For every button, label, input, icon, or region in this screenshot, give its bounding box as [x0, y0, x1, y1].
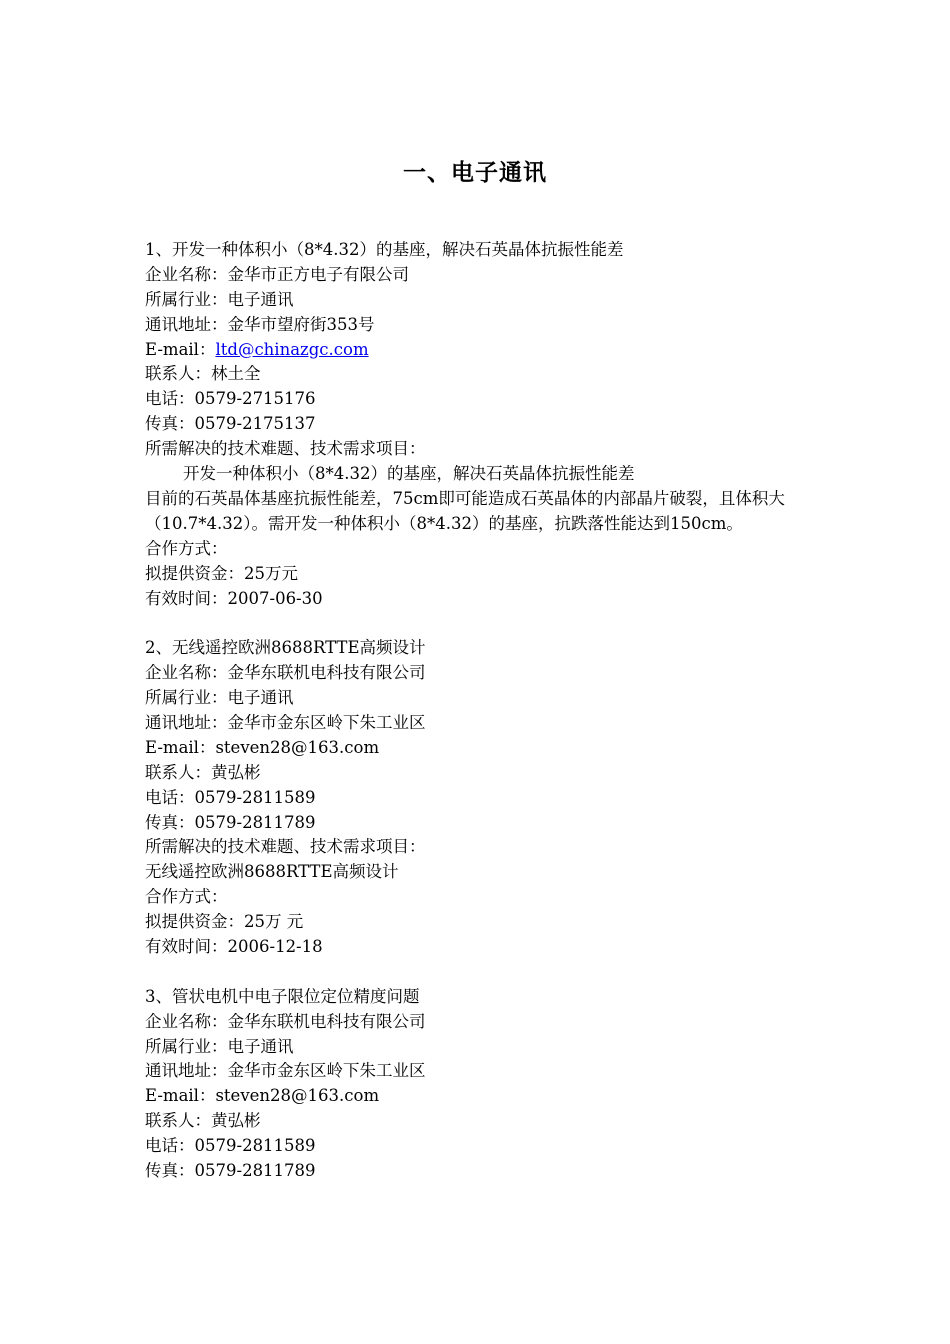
item-2-phone: 电话：0579-2811589: [145, 787, 316, 807]
item-1-email-line: [145, 338, 815, 363]
item-2-title: 2、无线遥控欧洲8688RTTE高频设计: [145, 638, 426, 658]
item-1-contact: 联系人：林土全: [145, 364, 261, 384]
item-3-fax: 传真：0579-2811789: [145, 1160, 316, 1180]
item-3-contact: 联系人：黄弘彬: [145, 1111, 261, 1131]
item-1-fax: 传真：0579-2175137: [145, 414, 316, 434]
item-1-funding: 拟提供资金：25万元: [145, 563, 298, 583]
item-2-email: E-mail：steven28@163.com: [145, 737, 380, 757]
item-2-company: 企业名称：金华东联机电科技有限公司: [145, 663, 426, 683]
item-1-address: 通讯地址：金华市望府街353号: [145, 314, 375, 334]
item-2-needs-label: 所需解决的技术难题、技术需求项目：: [145, 837, 426, 857]
item-3-industry: 所属行业：电子通讯: [145, 1036, 294, 1056]
item-2-address: 通讯地址：金华市金东区岭下朱工业区: [145, 712, 426, 732]
item-1-needs-label: 所需解决的技术难题、技术需求项目：: [145, 439, 426, 459]
item-1-company: 企业名称：金华市正方电子有限公司: [145, 264, 409, 284]
document-body: [145, 238, 815, 1184]
item-1-email-label: E-mail：: [145, 339, 216, 359]
spacer: [145, 611, 815, 636]
item-2-contact: 联系人：黄弘彬: [145, 762, 261, 782]
item-2-valid-date: 有效时间：2006-12-18: [145, 936, 323, 956]
item-3-title: 3、管状电机中电子限位定位精度问题: [145, 986, 420, 1006]
item-2-funding: 拟提供资金：25万 元: [145, 912, 304, 932]
item-3-company: 企业名称：金华东联机电科技有限公司: [145, 1011, 426, 1031]
item-2-fax: 传真：0579-2811789: [145, 812, 316, 832]
item-3-phone: 电话：0579-2811589: [145, 1136, 316, 1156]
item-2-needs-line: 无线遥控欧洲8688RTTE高频设计: [145, 862, 399, 882]
item-1-needs-paragraph: 目前的石英晶体基座抗振性能差，75cm即可能造成石英晶体的内部晶片破裂，且体积大（10.7*4.32）。需开发一种体积小（8*4.32）的基座，抗跌落性能达到150cm。: [145, 488, 785, 533]
item-3-email: E-mail：steven28@163.com: [145, 1086, 380, 1106]
section-title: 一、电子通讯: [403, 160, 547, 186]
item-1-title: 1、开发一种体积小（8*4.32）的基座，解决石英晶体抗振性能差: [145, 240, 624, 259]
item-1-industry: 所属行业：电子通讯: [145, 289, 294, 309]
item-2-cooperation: 合作方式：: [145, 887, 228, 907]
item-1-phone: 电话：0579-2715176: [145, 389, 316, 409]
item-1-valid-date: 有效时间：2007-06-30: [145, 588, 323, 608]
item-1-cooperation: 合作方式：: [145, 538, 228, 558]
spacer: [145, 960, 815, 985]
item-1-needs-line: 开发一种体积小（8*4.32）的基座，解决石英晶体抗振性能差: [183, 464, 635, 484]
item-2-industry: 所属行业：电子通讯: [145, 688, 294, 708]
item-3-address: 通讯地址：金华市金东区岭下朱工业区: [145, 1061, 426, 1081]
item-1-email-link[interactable]: ltd@chinazgc.com: [215, 339, 369, 359]
